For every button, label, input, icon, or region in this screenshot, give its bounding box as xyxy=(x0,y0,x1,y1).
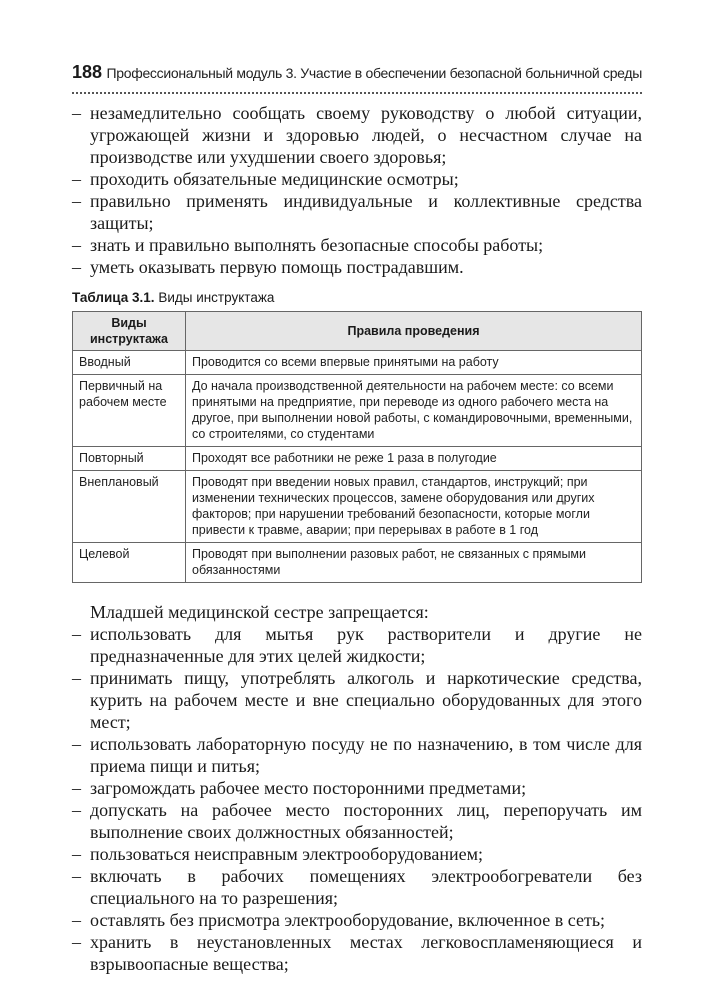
list-item: – включать в рабочих помещениях электрообогреватели без специального на то разрешения; xyxy=(72,865,642,909)
table-header-row xyxy=(73,312,642,351)
instruction-types-table xyxy=(72,311,642,583)
list-item: – пользоваться неисправным электрооборудованием; xyxy=(72,843,642,865)
table-cell-rules: Проходят все работники не реже 1 раза в полугодие xyxy=(186,447,642,471)
table-cell-rules: Проводят при введении новых правил, стандартов, инструкций; при изменении технических процессов, замене оборудования или других факторов; при нарушении требований безопасности, которые могли привести к травме, аварии; при перерывах в работе в 1 год xyxy=(186,471,642,543)
list-item: – оставлять без присмотра электрооборудование, включенное в сеть; xyxy=(72,909,642,931)
list-item: – знать и правильно выполнять безопасные способы работы; xyxy=(72,234,642,256)
column-header-rules: Правила проведения xyxy=(186,312,642,351)
list-item: – использовать лабораторную посуду не по назначению, в том числе для приема пищи и питья; xyxy=(72,733,642,777)
header-divider xyxy=(72,92,642,94)
list-item: – хранить в неустановленных местах легковоспламеняющиеся и взрывоопасные вещества; xyxy=(72,931,642,975)
list-item: – правильно применять индивидуальные и коллективные средства защиты; xyxy=(72,190,642,234)
table-row xyxy=(73,351,642,375)
list-item: – допускать на рабочее место посторонних лиц, перепоручать им выполнение своих должностных обязанностей; xyxy=(72,799,642,843)
table-cell-type: Повторный xyxy=(73,447,186,471)
list-item: – принимать пищу, употреблять алкоголь и наркотические средства, курить на рабочем месте и вне специально оборудованных для этого мест; xyxy=(72,667,642,733)
list-item: – уметь оказывать первую помощь пострадавшим. xyxy=(72,256,642,278)
table-cell-type: Внеплановый xyxy=(73,471,186,543)
table-row xyxy=(73,375,642,447)
table-cell-type: Вводный xyxy=(73,351,186,375)
page xyxy=(72,62,642,975)
list-item: – проходить обязательные медицинские осмотры; xyxy=(72,168,642,190)
prohibited-intro: Младшей медицинской сестре запрещается: xyxy=(90,602,429,622)
list-item: – загромождать рабочее место посторонними предметами; xyxy=(72,777,642,799)
page-header xyxy=(72,62,642,90)
table-cell-rules: Проводят при выполнении разовых работ, не связанных с прямыми обязанностями xyxy=(186,543,642,583)
list-item: – использовать для мытья рук растворители и другие не предназначенные для этих целей жидкости; xyxy=(72,623,642,667)
table-row xyxy=(73,543,642,583)
table-caption-label: Таблица 3.1. xyxy=(72,290,155,305)
table-caption-text: Виды инструктажа xyxy=(158,290,275,305)
duties-list xyxy=(72,102,642,278)
column-header-type: Виды инструктажа xyxy=(73,312,186,351)
table-cell-rules: До начала производственной деятельности на рабочем месте: со всеми принятыми на предприятие, при переводе из одного рабочего места на другое, при выполнении новой работы, с командировочными, временными, со строителями, со студентами xyxy=(186,375,642,447)
table-caption xyxy=(72,290,642,305)
table-cell-type: Целевой xyxy=(73,543,186,583)
table-cell-type: Первичный на рабочем месте xyxy=(73,375,186,447)
table-cell-rules: Проводится со всеми впервые принятыми на работу xyxy=(186,351,642,375)
prohibited-list xyxy=(72,623,642,975)
table-row xyxy=(73,471,642,543)
list-item: – незамедлительно сообщать своему руководству о любой ситуации, угрожающей жизни и здоровью людей, о несчастном случае на производстве или ухудшении своего здоровья; xyxy=(72,102,642,168)
running-title: Профессиональный модуль 3. Участие в обеспечении безопасной больничной среды xyxy=(106,65,642,81)
page-number: 188 xyxy=(72,62,103,82)
table-row xyxy=(73,447,642,471)
